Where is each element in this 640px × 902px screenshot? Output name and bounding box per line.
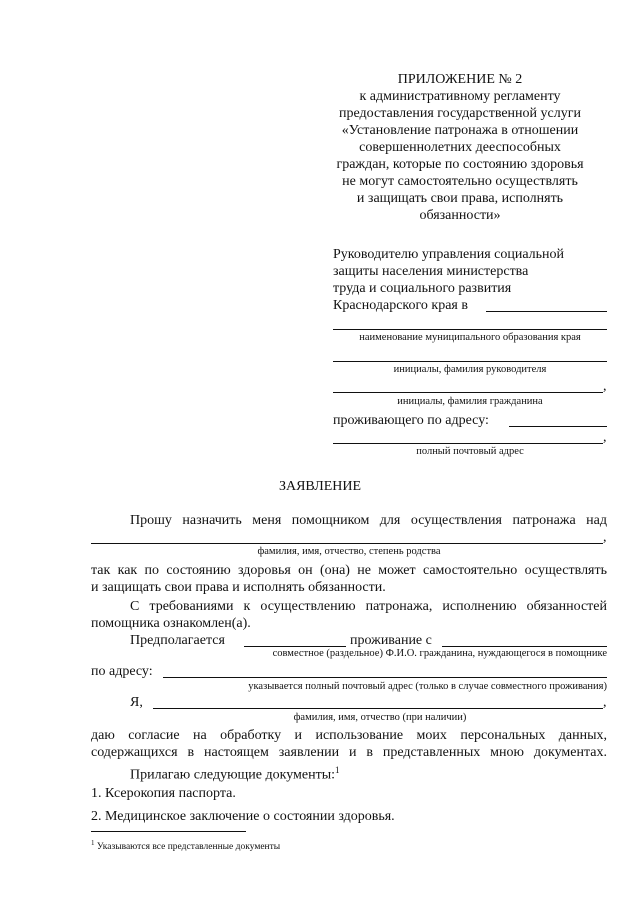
- caption-living: совместное (раздельное) Ф.И.О. гражданина, нуждающегося в помощнике: [272, 648, 607, 659]
- consent-line: содержащихся в настоящем заявлении и в представленных мною документах.: [91, 745, 607, 760]
- municipality-blank-line[interactable]: [333, 329, 607, 330]
- addressee-line: труда и социального развития: [333, 281, 512, 296]
- annex-block: [330, 71, 590, 224]
- comma: ,: [603, 430, 607, 445]
- address-blank-line-2[interactable]: [333, 443, 603, 444]
- annex-line: обязанности»: [419, 208, 501, 223]
- footnote-divider: [91, 831, 246, 832]
- requirements-line: С требованиями к осуществлению патронажа, исполнению обязанностей: [130, 599, 607, 614]
- annex-line: не могут самостоятельно осуществлять: [342, 174, 578, 189]
- annex-line: и защищать свои права, исполнять: [356, 191, 564, 206]
- requirements-line: помощника ознакомлен(а).: [91, 616, 251, 631]
- statement-title: ЗАЯВЛЕНИЕ: [278, 479, 362, 494]
- department-blank-line[interactable]: [486, 311, 607, 312]
- addressee-block: [333, 246, 613, 314]
- annex-line: граждан, которые по состоянию здоровья: [336, 157, 584, 172]
- comma: ,: [603, 695, 607, 710]
- annex-title: ПРИЛОЖЕНИЕ № 2: [397, 72, 523, 87]
- caption-fio: фамилия, имя, отчество (при наличии): [293, 712, 467, 723]
- addressee-line: Руководителю управления социальной: [333, 247, 565, 262]
- consent-line: даю согласие на обработку и использование моих персональных данных,: [91, 728, 607, 743]
- attach-label: Прилагаю следующие документы:: [130, 767, 336, 783]
- residing-label: проживающего по адресу:: [333, 413, 489, 428]
- caption-full-address: указывается полный почтовый адрес (только в случае совместного проживания): [248, 681, 607, 692]
- planned-label: Предполагается: [130, 633, 225, 648]
- full-address-blank-line[interactable]: [163, 677, 607, 678]
- doc-item: 2. Медицинское заключение о состоянии здоровья.: [91, 809, 395, 824]
- caption-relative: фамилия, имя, отчество, степень родства: [257, 546, 441, 557]
- at-address-label: по адресу:: [91, 664, 153, 679]
- caption-citizen: инициалы, фамилия гражданина: [397, 396, 543, 407]
- reason-line: и защищать свои права и исполнять обязанности.: [91, 580, 386, 595]
- addressee-line: Краснодарского края в: [333, 298, 468, 313]
- caption-address: полный почтовый адрес: [416, 446, 524, 457]
- footnote-ref: 1: [335, 765, 340, 775]
- annex-line: предоставления государственной услуги: [339, 106, 581, 121]
- attach-label-wrap: [130, 762, 340, 784]
- caption-municipality: наименование муниципального образования края: [359, 332, 581, 343]
- request-text: Прошу назначить меня помощником для осуществления патронажа над: [130, 513, 607, 528]
- footnote-mark: 1: [91, 839, 95, 847]
- citizen-blank-line[interactable]: [333, 392, 603, 393]
- living-type-blank-line[interactable]: [244, 646, 346, 647]
- annex-line: к административному регламенту: [359, 89, 561, 104]
- comma: ,: [603, 379, 607, 394]
- i-label: Я,: [130, 695, 143, 710]
- address-blank-line-1[interactable]: [509, 426, 607, 427]
- footnote-text: Указываются все представленные документы: [96, 842, 281, 853]
- doc-item: 1. Ксерокопия паспорта.: [91, 786, 236, 801]
- reason-line: так как по состоянию здоровья он (она) не может самостоятельно осуществлять: [91, 563, 607, 578]
- addressee-line: защиты населения министерства: [333, 264, 529, 279]
- caption-head: инициалы, фамилия руководителя: [393, 364, 547, 375]
- living-with-blank-line[interactable]: [442, 646, 607, 647]
- fio-blank-line[interactable]: [153, 708, 603, 709]
- head-blank-line[interactable]: [333, 361, 607, 362]
- comma: ,: [603, 530, 607, 545]
- living-with-label: проживание с: [350, 633, 432, 648]
- annex-line: совершеннолетних дееспособных: [359, 140, 561, 155]
- annex-line: «Установление патронажа в отношении: [341, 123, 579, 138]
- footnote: [91, 837, 280, 853]
- relative-blank-line[interactable]: [91, 543, 603, 544]
